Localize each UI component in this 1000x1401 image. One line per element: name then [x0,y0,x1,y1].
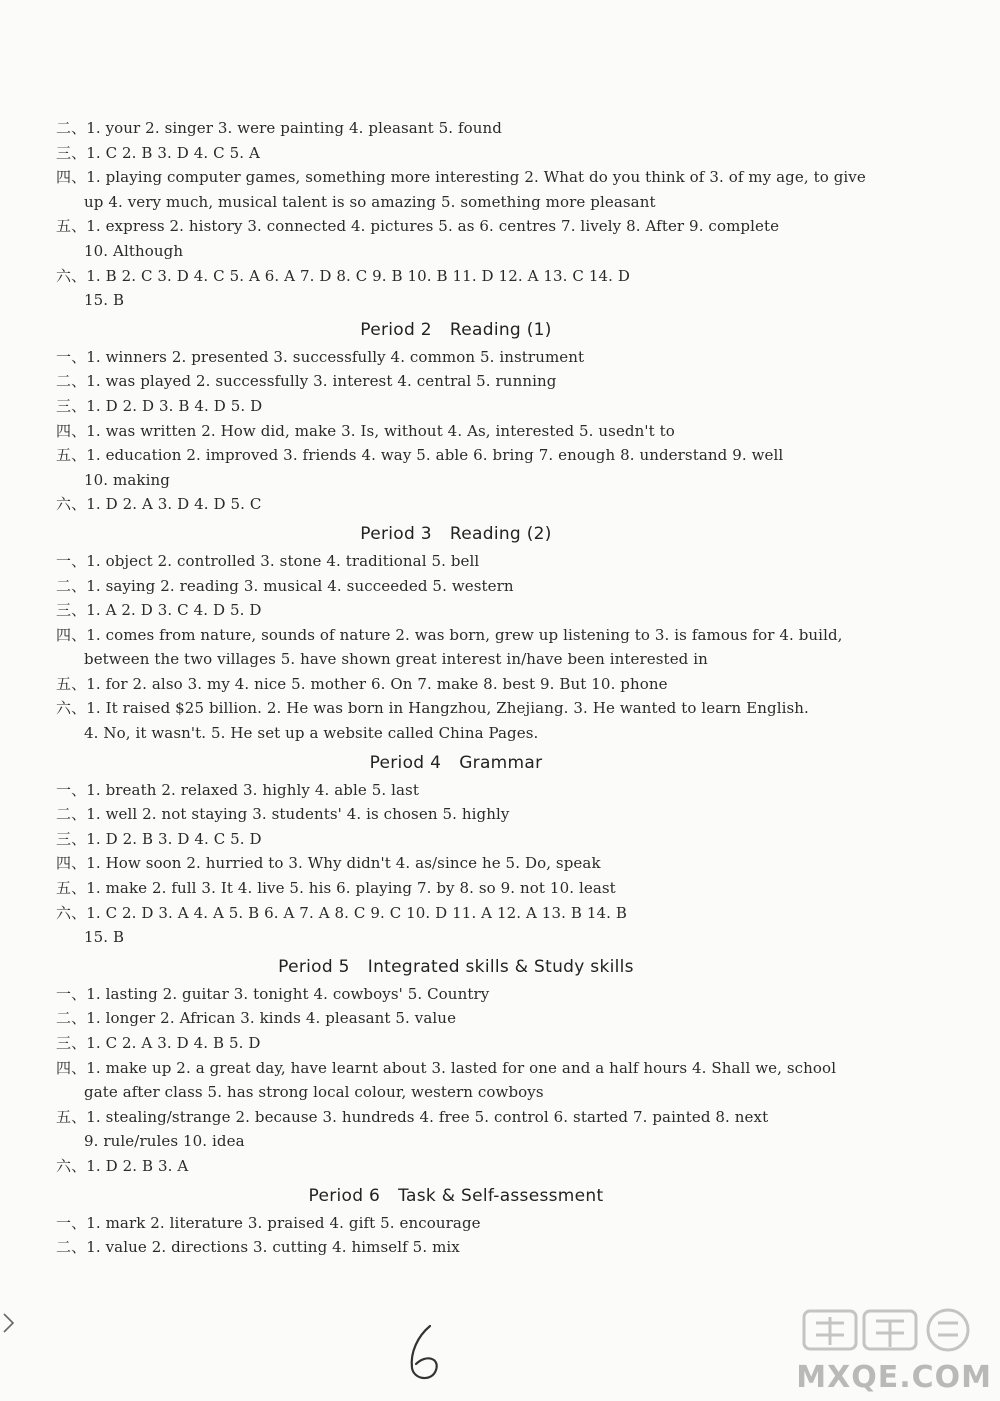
section-heading [56,319,856,341]
section-period-4 [56,752,856,950]
answer-line: 10. making [84,470,170,489]
answer-line: 三、1. C 2. A 3. D 4. B 5. D [56,1034,261,1052]
answer-line: 4. No, it wasn't. 5. He set up a website called China Pages. [84,724,539,743]
answer-line: 15. B [84,291,125,310]
section-period-2 [56,319,856,517]
answer-line: 四、1. comes from nature, sounds of nature 2. was born, grew up listening to 3. is famous for 4. build, [56,625,843,644]
period-label: Period 4 [369,752,442,773]
section-heading [56,752,856,774]
topic-label: Reading (2) [449,523,552,544]
answer-line: 六、1. It raised $25 billion. 2. He was born in Hangzhou, Zhejiang. 3. He wanted to learn English. [56,699,809,718]
topic-label: Task & Self-assessment [398,1185,604,1206]
answer-line: 六、1. C 2. D 3. A 4. A 5. B 6. A 7. A 8. C 9. C 10. D 11. A 12. A 13. B 14. B [56,903,627,922]
section-period-6 [56,1185,856,1260]
answer-line: 一、1. mark 2. literature 3. praised 4. gift 5. encourage [56,1213,481,1232]
section-heading [56,523,856,545]
answer-line: 一、1. lasting 2. guitar 3. tonight 4. cowboys' 5. Country [56,984,490,1003]
answer-line: 三、1. D 2. B 3. D 4. C 5. D [56,829,262,848]
answer-line: 四、1. How soon 2. hurried to 3. Why didn't 4. as/since he 5. Do, speak [56,854,601,873]
answer-line: between the two villages 5. have shown great interest in/have been interested in [84,650,708,669]
section-heading [56,956,856,978]
answer-line: 五、1. education 2. improved 3. friends 4. way 5. able 6. bring 7. enough 8. understand 9. well [56,446,784,465]
answer-line: 五、1. for 2. also 3. my 4. nice 5. mother 6. On 7. make 8. best 9. But 10. phone [56,674,668,693]
answer-line: 三、1. D 2. D 3. B 4. D 5. D [56,396,263,415]
answer-line: 三、1. C 2. B 3. D 4. C 5. A [56,143,260,162]
period-label: Period 6 [308,1185,381,1206]
answer-line: 四、1. was written 2. How did, make 3. Is, without 4. As, interested 5. usedn't to [56,421,675,440]
answer-line: 15. B [84,928,125,947]
answer-line: 五、1. make 2. full 3. It 4. live 5. his 6. playing 7. by 8. so 9. not 10. least [56,879,616,898]
answer-line: 五、1. express 2. history 3. connected 4. pictures 5. as 6. centres 7. lively 8. After 9. complete [56,217,780,236]
topic-label: Reading (1) [449,319,552,340]
answer-line: 六、1. D 2. B 3. A [56,1156,189,1175]
period-label: Period 5 [278,956,350,977]
period-label: Period 2 [360,319,432,340]
answer-line: 一、1. winners 2. presented 3. successfully 4. common 5. instrument [56,347,585,366]
section-period-5 [56,956,856,1179]
answer-line: 一、1. object 2. controlled 3. stone 4. traditional 5. bell [56,551,480,570]
answer-line: 9. rule/rules 10. idea [84,1132,245,1151]
answer-line: up 4. very much, musical talent is so amazing 5. something more pleasant [84,192,656,211]
answer-line: 六、1. B 2. C 3. D 4. C 5. A 6. A 7. D 8. C 9. B 10. B 11. D 12. A 13. C 14. D [56,266,630,285]
handwritten-page-number [396,1322,456,1386]
answer-line: 二、1. saying 2. reading 3. musical 4. succeeded 5. western [56,576,514,595]
answer-line: gate after class 5. has strong local colour, western cowboys [84,1083,544,1102]
topic-label: Grammar [459,752,543,773]
answer-line: 二、1. longer 2. African 3. kinds 4. pleasant 5. value [56,1009,457,1028]
answer-line: 四、1. playing computer games, something more interesting 2. What do you think of 3. of my age, to give [56,168,866,187]
period-label: Period 3 [360,523,432,544]
answer-line: 二、1. was played 2. successfully 3. interest 4. central 5. running [56,372,557,391]
answer-line: 10. Although [84,241,184,260]
answer-line: 五、1. stealing/strange 2. because 3. hundreds 4. free 5. control 6. started 7. painted 8. next [56,1107,769,1126]
section-period-3 [56,523,856,746]
answer-line: 二、1. well 2. not staying 3. students' 4. is chosen 5. highly [56,805,510,824]
answer-line: 六、1. D 2. A 3. D 4. D 5. C [56,495,262,514]
answer-line: 四、1. make up 2. a great day, have learnt about 3. lasted for one and a half hours 4. Shall we, school [56,1058,837,1077]
answer-line: 二、1. value 2. directions 3. cutting 4. himself 5. mix [56,1238,460,1257]
watermark-domain: MXQE.COM [796,1360,992,1395]
margin-arrow-icon [2,1312,16,1334]
answer-content [56,116,866,1260]
answer-line: 一、1. breath 2. relaxed 3. highly 4. able 5. last [56,780,419,799]
answer-line: 二、1. your 2. singer 3. were painting 4. pleasant 5. found [56,119,502,137]
watermark-logo [796,1305,986,1353]
section-heading [56,1185,856,1207]
topic-label: Integrated skills & Study skills [367,956,634,977]
answer-line: 三、1. A 2. D 3. C 4. D 5. D [56,601,262,620]
watermark [792,1305,992,1395]
top-section [56,116,866,313]
